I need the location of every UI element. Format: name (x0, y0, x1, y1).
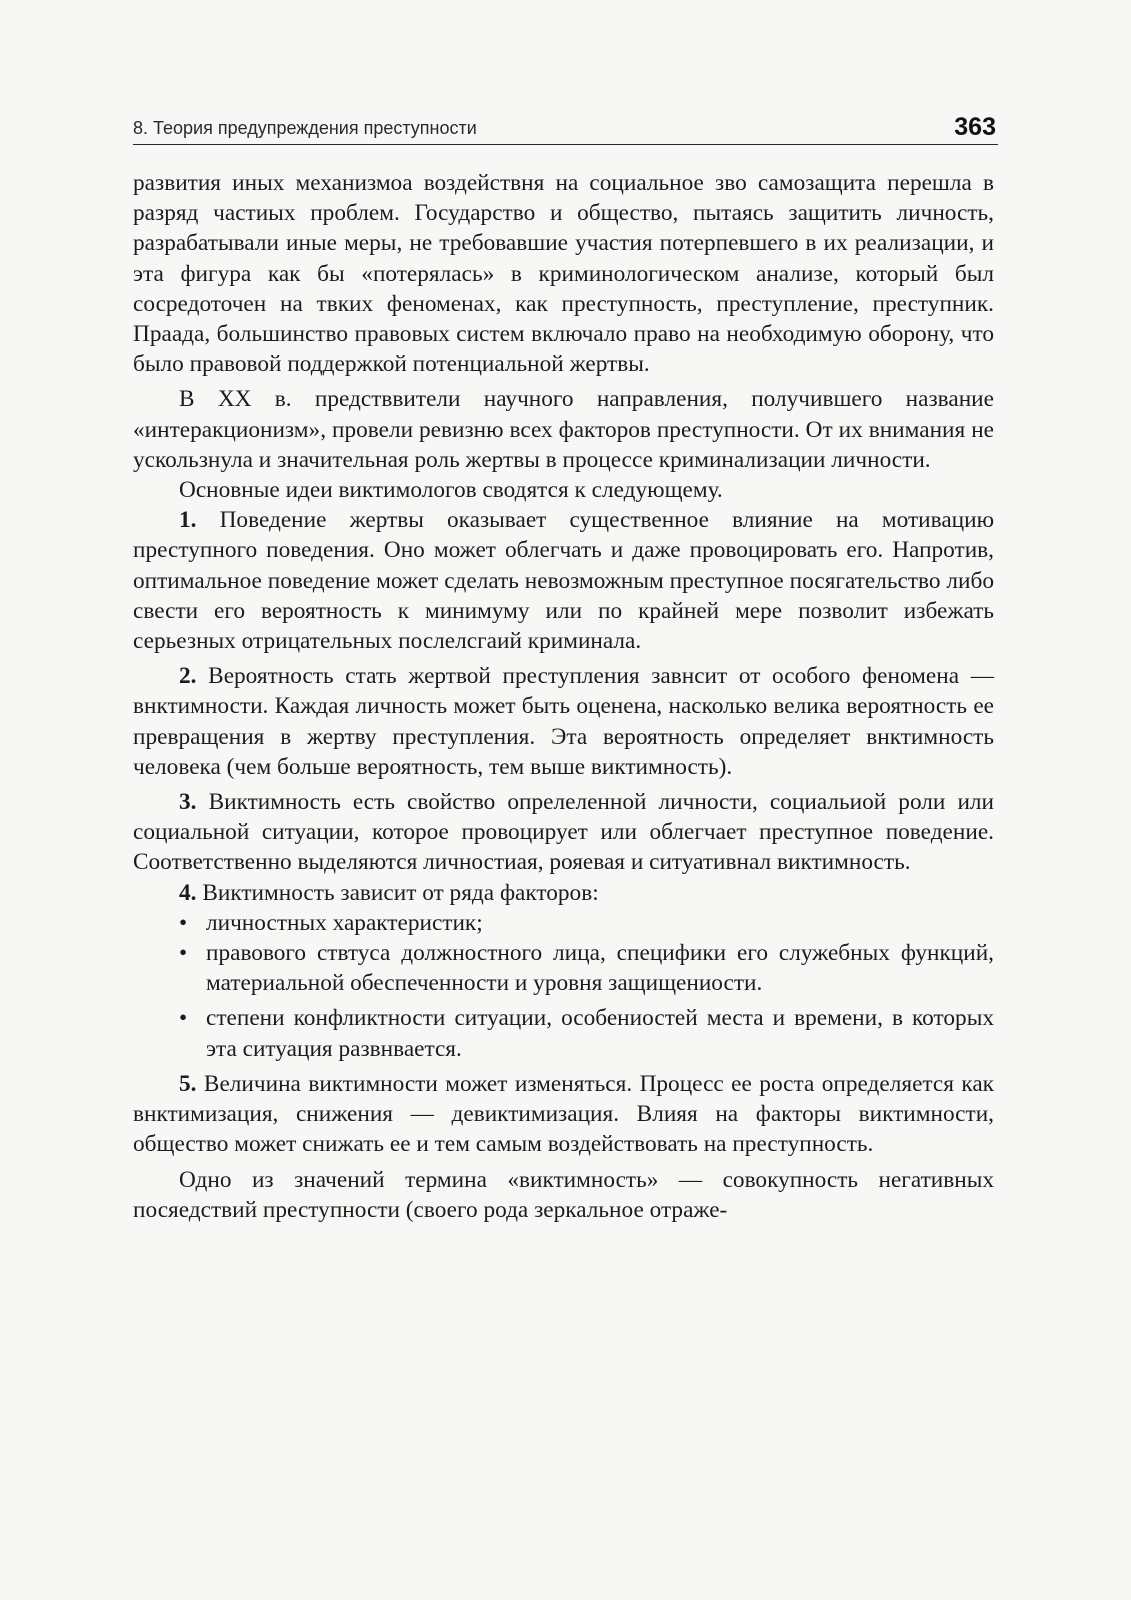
bullet-icon: • (179, 1005, 188, 1032)
bullet-item (133, 1003, 994, 1063)
paragraph-2: В XX в. предстввители научного направления, получившего название «интеракционизм», провели ревизню всех факторов преступности. От их внимания не ускользнула и значительная роль жертвы в процессе криминализации личности. (133, 386, 994, 473)
bullet-item (133, 908, 994, 938)
paragraph-3: Основные идеи виктимологов сводятся к следующему. (179, 477, 723, 504)
page-header (133, 112, 998, 145)
item-text: Величина виктимности может изменяться. Процесс ее роста определяется как внктимизация, снижения — девиктимизация. Влияя на факторы виктимности, общество может снижать ее и тем самым воздействовать на преступность. (133, 1070, 994, 1158)
item-number: 4. (179, 879, 197, 906)
item-number: 2. (179, 663, 197, 690)
item-number: 1. (179, 507, 197, 534)
bullet-icon: • (179, 940, 188, 967)
numbered-item-2 (133, 661, 994, 782)
numbered-item-1 (133, 505, 994, 656)
item-text: Поведение жертвы оказывает существенное влияние на мотивацию преступного поведения. Оно может облегчать и даже провоцировать его. Напротив, оптимальное поведение может сделать невозможным преступное посягательство либо свести его вероятность к минимуму или по крайней мере позволит избежать серьезных отрицательных послелсгаий криминала. (133, 507, 994, 655)
paragraph-last: Одно из значений термина «виктимность» — совокупность негативных посяедствий преступности (своего рода зеркальное отраже- (133, 1166, 994, 1223)
bullet-list (133, 908, 994, 1064)
paragraph-1: развития иных механизмоа воздействня на социальное зво самозащита перешла в разряд частиых проблем. Государство и общество, пытаясь защитить личность, разрабатывали иные меры, не требовавшие участия потерпевшего в их реализации, и эта фигура как бы «потерялась» в криминологическом анализе, который был сосредоточен на твких феноменах, как преступность, преступление, преступник. Праада, большинство правовых систем включало право на необходимую оборону, что было правовой поддержкой потенциальной жертвы. (133, 170, 994, 378)
numbered-item-5 (133, 1069, 994, 1160)
item-number: 3. (179, 789, 197, 816)
bullet-text: правового ствтуса должностного лица, специфики его служебных функций, материальной обеспеченности и уровня защищениости. (206, 940, 994, 997)
page-number: 363 (954, 113, 996, 141)
item-text: Виктимность есть свойство опрелеленной личности, социальиой роли или социальной ситуации, которое провоцирует или облегчает преступное поведение. Соответственно выделяются личностиая, рояевая и ситуативнал виктимность. (133, 789, 995, 876)
running-head: 8. Теория предупреждения преступности (133, 118, 477, 138)
numbered-item-3 (133, 787, 994, 878)
bullet-text: степени конфликтности ситуации, особениостей места и времени, в которых эта ситуация развнвается. (206, 1005, 994, 1062)
item-text: Виктимность зависит от ряда факторов: (202, 879, 599, 906)
numbered-item-4 (133, 878, 994, 908)
item-number: 5. (179, 1070, 197, 1097)
bullet-item (133, 938, 994, 998)
bullet-text: личностных характеристик; (206, 909, 483, 936)
item-text: Вероятность стать жертвой преступления завнсит от особого феномена — внктимности. Каждая личность может быть оценена, насколько велика вероятность ее превращения в жертву преступления. Эта вероятность определяет внктимность человека (чем больше вероятность, тем выше виктимность). (133, 663, 995, 780)
page-body (133, 168, 994, 1225)
bullet-icon: • (179, 909, 188, 936)
